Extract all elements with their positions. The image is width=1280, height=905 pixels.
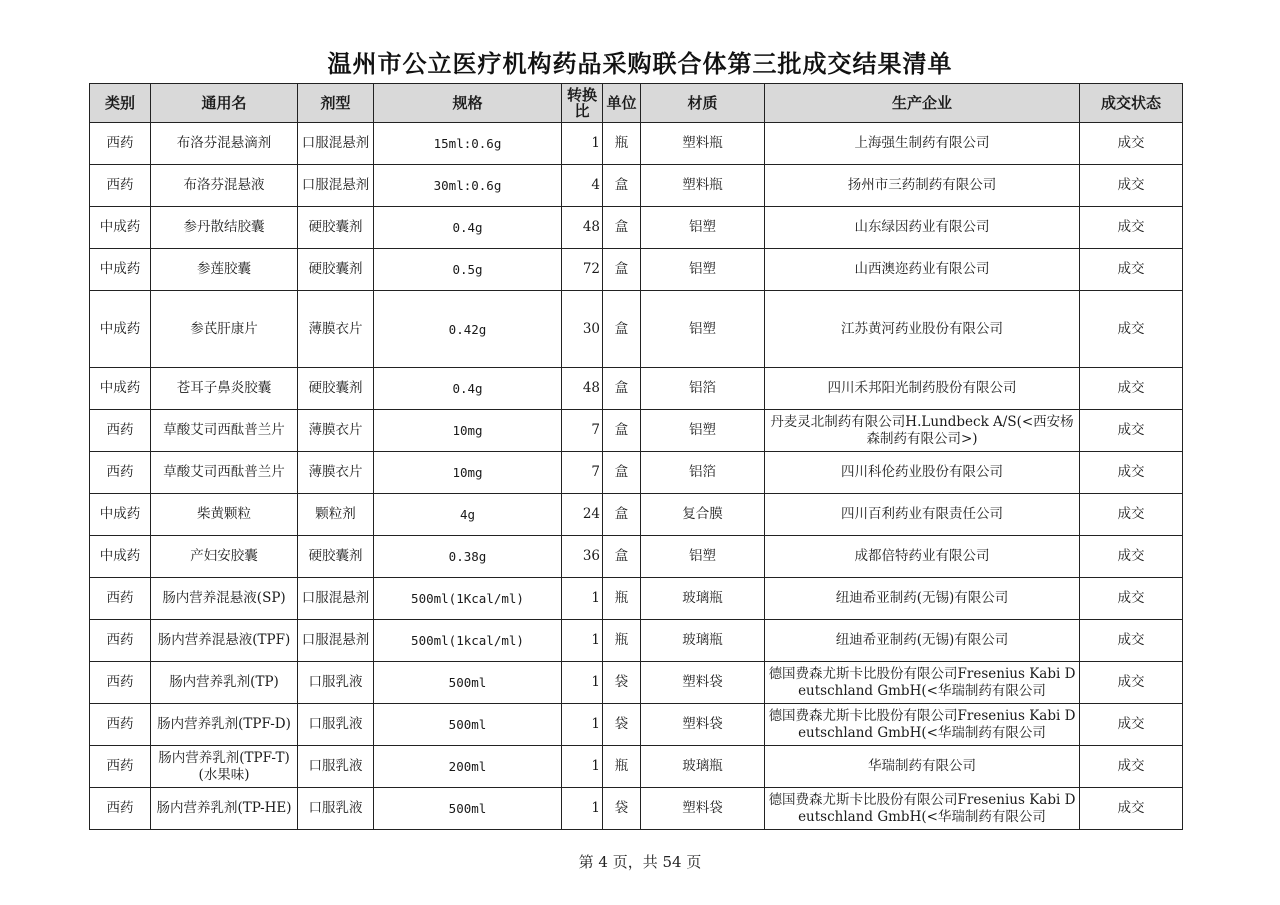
cell-spec: 0.4g (374, 368, 562, 410)
cell-material: 铝塑 (641, 291, 765, 368)
cell-manufacturer: 德国费森尤斯卡比股份有限公司Fresenius Kabi Deutschland GmbH(<华瑞制药有限公司 (765, 704, 1080, 746)
col-header-status: 成交状态 (1080, 84, 1183, 123)
cell-category: 西药 (90, 410, 151, 452)
table-row (90, 704, 1183, 746)
cell-dosage-form: 硬胶囊剂 (298, 249, 374, 291)
cell-generic-name: 产妇安胶囊 (151, 536, 298, 578)
cell-status: 成交 (1080, 207, 1183, 249)
cell-category: 西药 (90, 165, 151, 207)
cell-manufacturer: 山东绿因药业有限公司 (765, 207, 1080, 249)
cell-spec: 0.42g (374, 291, 562, 368)
cell-conversion-ratio: 24 (562, 494, 603, 536)
cell-generic-name: 肠内营养乳剂(TPF-T)(水果味) (151, 746, 298, 788)
cell-material: 塑料袋 (641, 704, 765, 746)
cell-manufacturer: 华瑞制药有限公司 (765, 746, 1080, 788)
cell-generic-name: 草酸艾司西酞普兰片 (151, 410, 298, 452)
cell-category: 西药 (90, 788, 151, 830)
col-header-unit: 单位 (603, 84, 641, 123)
table-row (90, 123, 1183, 165)
cell-unit: 盒 (603, 368, 641, 410)
cell-conversion-ratio: 48 (562, 368, 603, 410)
cell-generic-name: 布洛芬混悬滴剂 (151, 123, 298, 165)
cell-material: 塑料袋 (641, 788, 765, 830)
cell-generic-name: 柴黄颗粒 (151, 494, 298, 536)
cell-conversion-ratio: 1 (562, 704, 603, 746)
cell-conversion-ratio: 1 (562, 788, 603, 830)
page-title: 温州市公立医疗机构药品采购联合体第三批成交结果清单 (327, 50, 953, 78)
table-row (90, 788, 1183, 830)
table-row (90, 746, 1183, 788)
cell-status: 成交 (1080, 410, 1183, 452)
results-table (89, 83, 1183, 830)
cell-manufacturer: 纽迪希亚制药(无锡)有限公司 (765, 578, 1080, 620)
cell-spec: 0.5g (374, 249, 562, 291)
cell-status: 成交 (1080, 368, 1183, 410)
cell-unit: 盒 (603, 165, 641, 207)
cell-generic-name: 肠内营养乳剂(TP) (151, 662, 298, 704)
table-row (90, 249, 1183, 291)
cell-category: 西药 (90, 123, 151, 165)
table-row (90, 291, 1183, 368)
table-row (90, 207, 1183, 249)
cell-unit: 袋 (603, 704, 641, 746)
table-row (90, 410, 1183, 452)
cell-material: 铝箔 (641, 452, 765, 494)
cell-manufacturer: 山西澳迩药业有限公司 (765, 249, 1080, 291)
cell-conversion-ratio: 7 (562, 410, 603, 452)
cell-status: 成交 (1080, 578, 1183, 620)
cell-manufacturer: 四川禾邦阳光制药股份有限公司 (765, 368, 1080, 410)
cell-generic-name: 肠内营养混悬液(TPF) (151, 620, 298, 662)
cell-generic-name: 参丹散结胶囊 (151, 207, 298, 249)
cell-material: 玻璃瓶 (641, 620, 765, 662)
cell-unit: 盒 (603, 291, 641, 368)
cell-spec: 10mg (374, 410, 562, 452)
cell-material: 铝塑 (641, 536, 765, 578)
cell-unit: 瓶 (603, 746, 641, 788)
cell-category: 西药 (90, 578, 151, 620)
cell-manufacturer: 四川科伦药业股份有限公司 (765, 452, 1080, 494)
cell-spec: 500ml (374, 788, 562, 830)
cell-generic-name: 苍耳子鼻炎胶囊 (151, 368, 298, 410)
cell-unit: 盒 (603, 494, 641, 536)
cell-unit: 袋 (603, 662, 641, 704)
cell-material: 复合膜 (641, 494, 765, 536)
cell-unit: 盒 (603, 410, 641, 452)
cell-conversion-ratio: 7 (562, 452, 603, 494)
page-number: 第 4 页，共 54 页 (578, 853, 702, 871)
table-row (90, 165, 1183, 207)
table-row (90, 368, 1183, 410)
cell-spec: 4g (374, 494, 562, 536)
col-header-manufacturer: 生产企业 (765, 84, 1080, 123)
cell-material: 玻璃瓶 (641, 746, 765, 788)
cell-dosage-form: 口服乳液 (298, 704, 374, 746)
cell-generic-name: 肠内营养乳剂(TPF-D) (151, 704, 298, 746)
cell-spec: 500ml(1kcal/ml) (374, 620, 562, 662)
cell-material: 铝箔 (641, 368, 765, 410)
col-header-spec: 规格 (374, 84, 562, 123)
table-row (90, 494, 1183, 536)
cell-material: 玻璃瓶 (641, 578, 765, 620)
cell-generic-name: 参芪肝康片 (151, 291, 298, 368)
cell-unit: 瓶 (603, 123, 641, 165)
cell-spec: 15ml:0.6g (374, 123, 562, 165)
cell-status: 成交 (1080, 494, 1183, 536)
cell-manufacturer: 德国费森尤斯卡比股份有限公司Fresenius Kabi Deutschland GmbH(<华瑞制药有限公司 (765, 788, 1080, 830)
cell-status: 成交 (1080, 704, 1183, 746)
cell-category: 西药 (90, 662, 151, 704)
table-row (90, 452, 1183, 494)
cell-dosage-form: 硬胶囊剂 (298, 536, 374, 578)
cell-category: 中成药 (90, 368, 151, 410)
cell-status: 成交 (1080, 452, 1183, 494)
cell-manufacturer: 江苏黄河药业股份有限公司 (765, 291, 1080, 368)
cell-dosage-form: 硬胶囊剂 (298, 207, 374, 249)
cell-manufacturer: 德国费森尤斯卡比股份有限公司Fresenius Kabi Deutschland GmbH(<华瑞制药有限公司 (765, 662, 1080, 704)
cell-material: 塑料瓶 (641, 165, 765, 207)
cell-dosage-form: 口服乳液 (298, 662, 374, 704)
cell-dosage-form: 口服混悬剂 (298, 578, 374, 620)
cell-unit: 盒 (603, 207, 641, 249)
cell-conversion-ratio: 30 (562, 291, 603, 368)
cell-category: 西药 (90, 704, 151, 746)
cell-spec: 500ml(1Kcal/ml) (374, 578, 562, 620)
cell-category: 西药 (90, 452, 151, 494)
cell-unit: 袋 (603, 788, 641, 830)
cell-generic-name: 肠内营养混悬液(SP) (151, 578, 298, 620)
col-header-material: 材质 (641, 84, 765, 123)
cell-conversion-ratio: 1 (562, 662, 603, 704)
cell-material: 塑料瓶 (641, 123, 765, 165)
cell-spec: 30ml:0.6g (374, 165, 562, 207)
cell-manufacturer: 扬州市三药制药有限公司 (765, 165, 1080, 207)
cell-status: 成交 (1080, 662, 1183, 704)
cell-conversion-ratio: 4 (562, 165, 603, 207)
cell-spec: 0.38g (374, 536, 562, 578)
cell-status: 成交 (1080, 291, 1183, 368)
cell-status: 成交 (1080, 788, 1183, 830)
cell-category: 中成药 (90, 291, 151, 368)
cell-spec: 200ml (374, 746, 562, 788)
cell-spec: 500ml (374, 704, 562, 746)
cell-manufacturer: 成都倍特药业有限公司 (765, 536, 1080, 578)
col-header-conversion: 转换比 (562, 84, 603, 123)
cell-status: 成交 (1080, 123, 1183, 165)
col-header-category: 类别 (90, 84, 151, 123)
cell-category: 中成药 (90, 536, 151, 578)
cell-manufacturer: 四川百利药业有限责任公司 (765, 494, 1080, 536)
cell-dosage-form: 薄膜衣片 (298, 410, 374, 452)
cell-conversion-ratio: 1 (562, 123, 603, 165)
col-header-generic-name: 通用名 (151, 84, 298, 123)
cell-conversion-ratio: 72 (562, 249, 603, 291)
cell-category: 西药 (90, 620, 151, 662)
cell-dosage-form: 口服混悬剂 (298, 123, 374, 165)
table-row (90, 662, 1183, 704)
cell-unit: 瓶 (603, 620, 641, 662)
cell-category: 中成药 (90, 207, 151, 249)
cell-material: 塑料袋 (641, 662, 765, 704)
cell-generic-name: 草酸艾司西酞普兰片 (151, 452, 298, 494)
cell-conversion-ratio: 36 (562, 536, 603, 578)
cell-conversion-ratio: 1 (562, 578, 603, 620)
cell-unit: 盒 (603, 249, 641, 291)
cell-dosage-form: 口服乳液 (298, 788, 374, 830)
cell-manufacturer: 丹麦灵北制药有限公司H.Lundbeck A/S(<西安杨森制药有限公司>) (765, 410, 1080, 452)
cell-conversion-ratio: 48 (562, 207, 603, 249)
col-header-dosage-form: 剂型 (298, 84, 374, 123)
cell-dosage-form: 口服乳液 (298, 746, 374, 788)
cell-spec: 500ml (374, 662, 562, 704)
cell-category: 中成药 (90, 494, 151, 536)
cell-generic-name: 参莲胶囊 (151, 249, 298, 291)
cell-dosage-form: 硬胶囊剂 (298, 368, 374, 410)
cell-status: 成交 (1080, 536, 1183, 578)
cell-dosage-form: 口服混悬剂 (298, 165, 374, 207)
cell-status: 成交 (1080, 249, 1183, 291)
cell-conversion-ratio: 1 (562, 746, 603, 788)
cell-dosage-form: 口服混悬剂 (298, 620, 374, 662)
cell-unit: 盒 (603, 536, 641, 578)
header-row (90, 84, 1183, 123)
cell-spec: 0.4g (374, 207, 562, 249)
cell-category: 西药 (90, 746, 151, 788)
table-row (90, 620, 1183, 662)
cell-status: 成交 (1080, 746, 1183, 788)
cell-dosage-form: 薄膜衣片 (298, 291, 374, 368)
cell-manufacturer: 上海强生制药有限公司 (765, 123, 1080, 165)
cell-dosage-form: 颗粒剂 (298, 494, 374, 536)
cell-generic-name: 布洛芬混悬液 (151, 165, 298, 207)
cell-status: 成交 (1080, 620, 1183, 662)
cell-material: 铝塑 (641, 410, 765, 452)
cell-unit: 盒 (603, 452, 641, 494)
cell-status: 成交 (1080, 165, 1183, 207)
cell-manufacturer: 纽迪希亚制药(无锡)有限公司 (765, 620, 1080, 662)
cell-spec: 10mg (374, 452, 562, 494)
cell-category: 中成药 (90, 249, 151, 291)
cell-conversion-ratio: 1 (562, 620, 603, 662)
cell-generic-name: 肠内营养乳剂(TP-HE) (151, 788, 298, 830)
cell-dosage-form: 薄膜衣片 (298, 452, 374, 494)
cell-material: 铝塑 (641, 249, 765, 291)
cell-material: 铝塑 (641, 207, 765, 249)
table-row (90, 578, 1183, 620)
table-row (90, 536, 1183, 578)
cell-unit: 瓶 (603, 578, 641, 620)
